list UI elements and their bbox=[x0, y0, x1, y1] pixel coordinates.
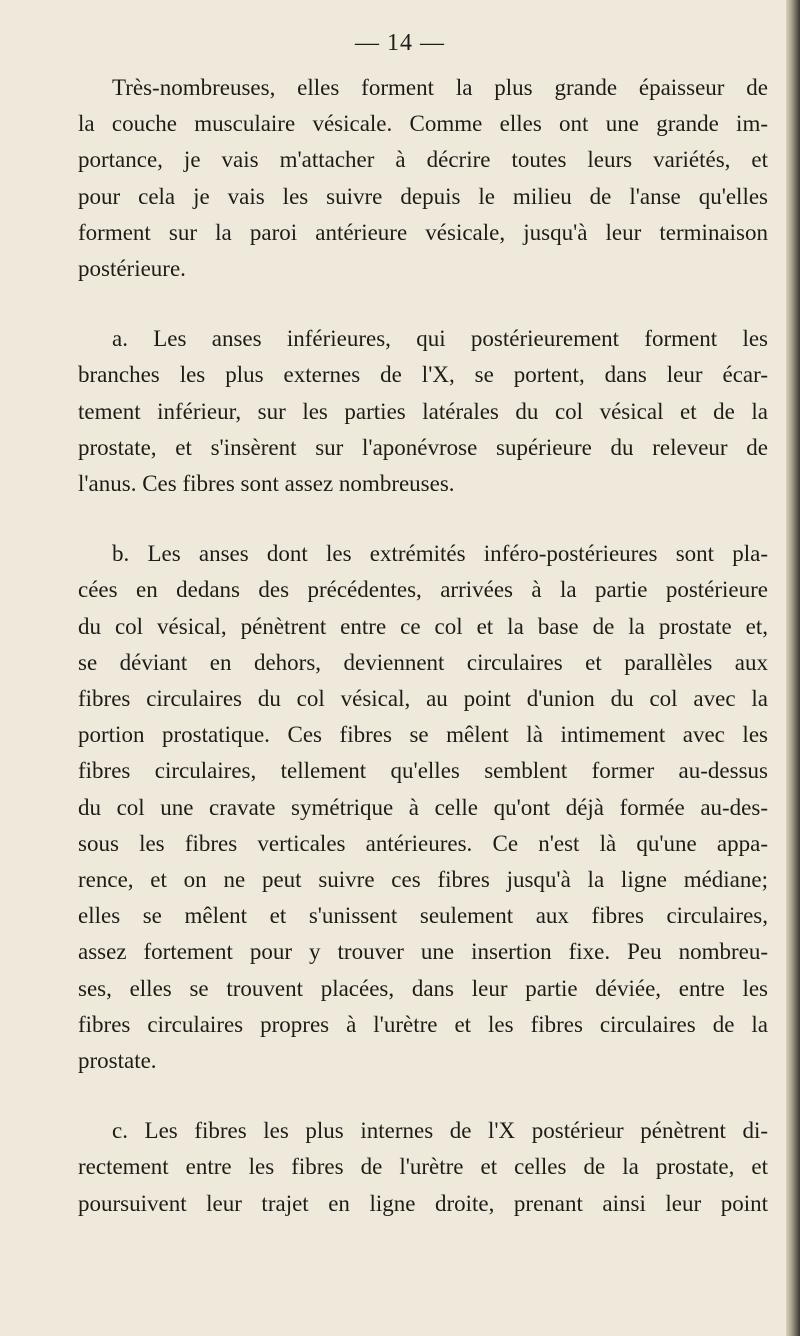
text-line: rence, et on ne peut suivre ces fibres jusqu'à la ligne médiane; bbox=[78, 867, 768, 893]
text-line: forment sur la paroi antérieure vésicale, jusqu'à leur terminaison bbox=[78, 219, 768, 245]
text-line: prostate. bbox=[78, 1048, 157, 1074]
text-line: portion prostatique. Ces fibres se mêlent là intimement avec les bbox=[78, 722, 768, 748]
text-line: du col vésical, pénètrent entre ce col et la base de la prostate et, bbox=[78, 613, 768, 639]
page-edge bbox=[786, 0, 800, 1336]
text-line: postérieure. bbox=[78, 256, 186, 282]
text-line: fibres circulaires du col vésical, au point d'union du col avec la bbox=[78, 686, 768, 712]
text-line: Très-nombreuses, elles forment la plus grande épaisseur de bbox=[112, 75, 768, 100]
text-line: cées en dedans des précédentes, arrivées à la partie postérieure bbox=[78, 577, 768, 603]
paragraph-c bbox=[78, 1113, 768, 1222]
paragraph bbox=[78, 70, 768, 287]
text-line: tement inférieur, sur les parties latérales du col vésical et de la bbox=[78, 398, 768, 424]
paragraph-b bbox=[78, 536, 768, 1079]
text-line: la couche musculaire vésicale. Comme elles ont une grande im- bbox=[78, 111, 768, 137]
page-number: — 14 — bbox=[355, 30, 445, 56]
text-line: l'anus. Ces fibres sont assez nombreuses. bbox=[78, 471, 455, 497]
text-line: c. Les fibres les plus internes de l'X postérieur pénètrent di- bbox=[112, 1118, 768, 1144]
text-line: prostate, et s'insèrent sur l'aponévrose supérieure du releveur de bbox=[78, 434, 768, 460]
text-line: du col une cravate symétrique à celle qu'ont déjà formée au-des- bbox=[78, 794, 768, 820]
text-line: sous les fibres verticales antérieures. Ce n'est là qu'une appa- bbox=[78, 830, 768, 856]
text-line: portance, je vais m'attacher à décrire toutes leurs variétés, et bbox=[78, 147, 768, 173]
text-line: assez fortement pour y trouver une insertion fixe. Peu nombreu- bbox=[78, 939, 768, 965]
text-line: ses, elles se trouvent placées, dans leur partie déviée, entre les bbox=[78, 975, 768, 1001]
text-line: branches les plus externes de l'X, se portent, dans leur écar- bbox=[78, 362, 768, 388]
text-line: fibres circulaires propres à l'urètre et les fibres circulaires de la bbox=[78, 1011, 768, 1037]
text-line: poursuivent leur trajet en ligne droite, prenant ainsi leur point bbox=[78, 1190, 768, 1216]
text-line: a. Les anses inférieures, qui postérieurement forment les bbox=[112, 326, 768, 352]
text-line: elles se mêlent et s'unissent seulement aux fibres circulaires, bbox=[78, 903, 768, 929]
text-line: b. Les anses dont les extrémités inféro-postérieures sont pla- bbox=[112, 541, 768, 567]
text-line: rectement entre les fibres de l'urètre et celles de la prostate, et bbox=[78, 1154, 768, 1180]
paragraph-a bbox=[78, 321, 768, 502]
text-line: pour cela je vais les suivre depuis le milieu de l'anse qu'elles bbox=[78, 183, 768, 209]
text-line: fibres circulaires, tellement qu'elles semblent former au-dessus bbox=[78, 758, 768, 784]
text-line: se déviant en dehors, deviennent circulaires et parallèles aux bbox=[78, 649, 768, 675]
body-text bbox=[78, 70, 768, 1256]
